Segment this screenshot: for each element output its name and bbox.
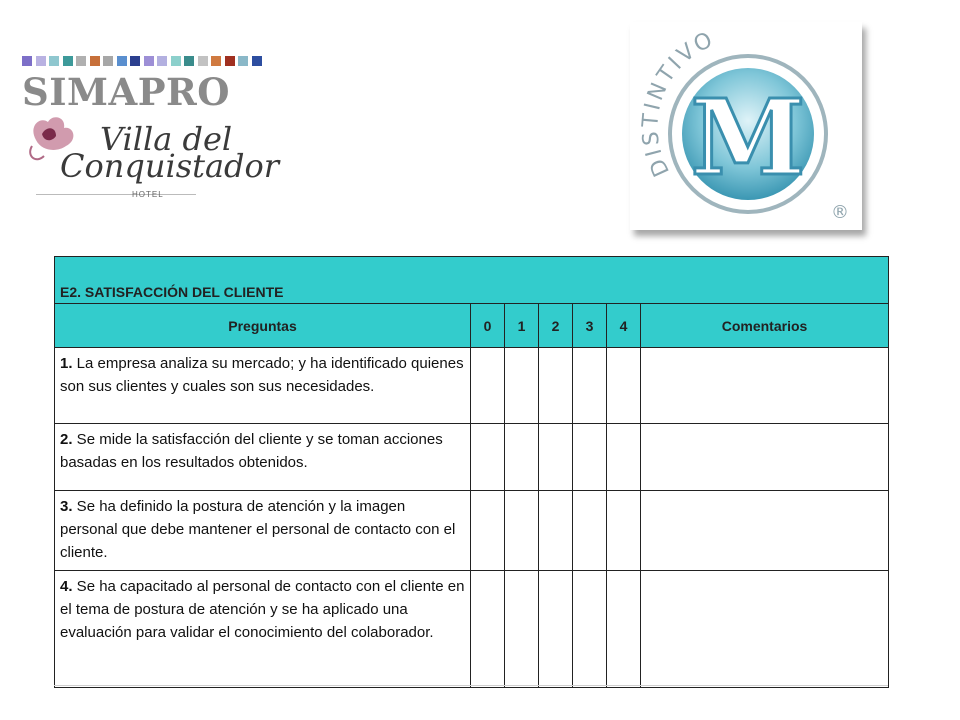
column-header-score-3: 3 (573, 304, 607, 348)
question-number: 1. (60, 355, 73, 372)
strip-square (103, 56, 113, 66)
score-cell-2[interactable] (539, 571, 573, 688)
score-cell-4[interactable] (607, 424, 641, 491)
table-header (55, 304, 889, 348)
score-cell-1[interactable] (505, 348, 539, 424)
score-cell-4[interactable] (607, 571, 641, 688)
strip-square (130, 56, 140, 66)
score-cell-2[interactable] (539, 424, 573, 491)
comment-cell[interactable] (641, 348, 889, 424)
distintivo-m-badge (630, 22, 862, 230)
column-header-comments: Comentarios (641, 304, 889, 348)
score-cell-1[interactable] (505, 424, 539, 491)
strip-square (252, 56, 262, 66)
hotel-name-line2: Conquistador (60, 147, 280, 185)
score-cell-0[interactable] (471, 571, 505, 688)
brand-title: SIMAPRO (22, 70, 230, 114)
strip-square (225, 56, 235, 66)
question-text: Se mide la satisfacción del cliente y se toman acciones basadas en los resultados obtenidos. (60, 431, 443, 471)
score-cell-0[interactable] (471, 348, 505, 424)
strip-square (22, 56, 32, 66)
question-text: Se ha capacitado al personal de contacto con el cliente en el tema de postura de atención y se ha aplicado una evaluación para validar el conocimiento del colaborador. (60, 578, 465, 641)
strip-square (238, 56, 248, 66)
strip-square (144, 56, 154, 66)
comment-cell[interactable] (641, 491, 889, 571)
score-cell-4[interactable] (607, 491, 641, 571)
strip-square (198, 56, 208, 66)
strip-square (76, 56, 86, 66)
color-strip (22, 56, 265, 66)
hotel-name (60, 120, 280, 185)
question-cell (55, 491, 471, 571)
question-cell (55, 348, 471, 424)
score-cell-2[interactable] (539, 348, 573, 424)
score-cell-0[interactable] (471, 424, 505, 491)
question-text: La empresa analiza su mercado; y ha identificado quienes son sus clientes y cuales son sus necesidades. (60, 355, 464, 395)
score-cell-3[interactable] (573, 424, 607, 491)
evaluation-table (54, 256, 888, 688)
strip-square (117, 56, 127, 66)
strip-square (90, 56, 100, 66)
question-cell (55, 424, 471, 491)
comment-cell[interactable] (641, 424, 889, 491)
strip-square (157, 56, 167, 66)
hotel-divider (36, 194, 196, 195)
strip-square (211, 56, 221, 66)
question-number: 2. (60, 431, 73, 448)
score-cell-1[interactable] (505, 491, 539, 571)
column-header-score-0: 0 (471, 304, 505, 348)
strip-square (36, 56, 46, 66)
strip-square (49, 56, 59, 66)
table-row (55, 571, 889, 688)
score-cell-1[interactable] (505, 571, 539, 688)
question-number: 3. (60, 498, 73, 515)
distintivo-m-icon (630, 22, 862, 230)
score-cell-3[interactable] (573, 571, 607, 688)
question-cell (55, 571, 471, 688)
strip-square (63, 56, 73, 66)
badge-letter: M (690, 76, 806, 199)
question-text: Se ha definido la postura de atención y la imagen personal que debe mantener el personal de contacto con el cliente. (60, 498, 456, 561)
table-row (55, 348, 889, 424)
hotel-subtitle: HOTEL (132, 190, 164, 199)
score-cell-4[interactable] (607, 348, 641, 424)
score-cell-3[interactable] (573, 491, 607, 571)
hotel-logo (22, 112, 280, 208)
bottom-divider (54, 685, 888, 686)
strip-square (184, 56, 194, 66)
registered-mark: ® (831, 202, 849, 223)
score-cell-0[interactable] (471, 491, 505, 571)
column-header-questions: Preguntas (55, 304, 471, 348)
column-header-score-1: 1 (505, 304, 539, 348)
column-header-score-4: 4 (607, 304, 641, 348)
svg-text:DISTINTIVO: DISTINTIVO (638, 26, 720, 181)
comment-cell[interactable] (641, 571, 889, 688)
column-header-score-2: 2 (539, 304, 573, 348)
table-row (55, 491, 889, 571)
question-number: 4. (60, 578, 73, 595)
strip-square (171, 56, 181, 66)
hotel-name-line1: Villa del (100, 120, 233, 158)
score-cell-2[interactable] (539, 491, 573, 571)
table-title: E2. SATISFACCIÓN DEL CLIENTE (55, 257, 889, 304)
table-row (55, 424, 889, 491)
score-cell-3[interactable] (573, 348, 607, 424)
